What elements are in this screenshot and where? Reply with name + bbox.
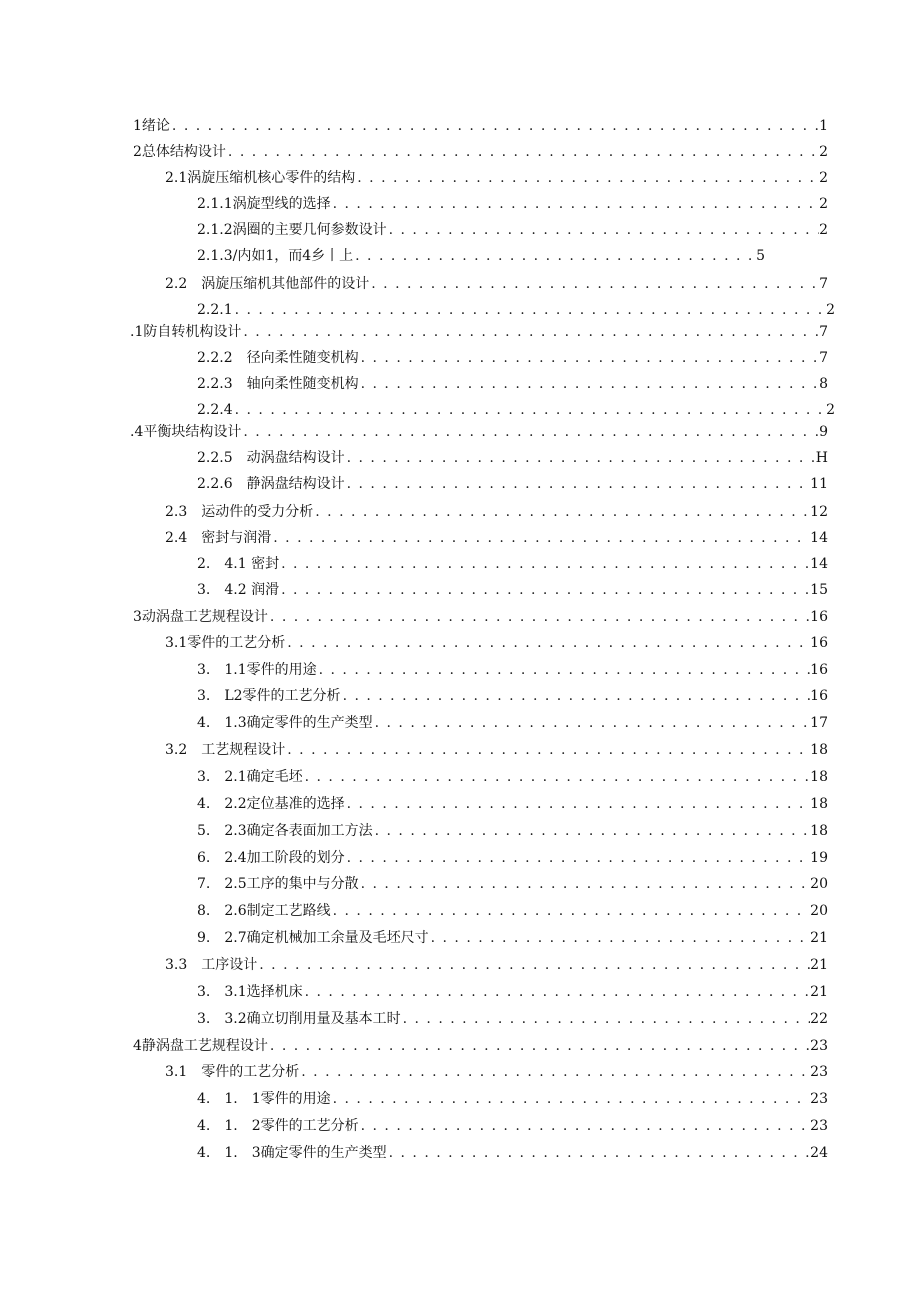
toc-entry-page: 18	[810, 823, 828, 839]
toc-entry-page: 23	[810, 1038, 828, 1054]
toc-entry-label: 2.1.2涡圈的主要几何参数设计	[197, 222, 387, 238]
toc-leader-dots	[359, 374, 819, 394]
toc-entry-label: 2.2.6 静涡盘结构设计	[197, 476, 345, 492]
toc-entry-page: 20	[810, 903, 828, 919]
toc-entry-page: 21	[810, 957, 828, 973]
toc-leader-dots	[268, 607, 810, 627]
toc-leader-dots	[359, 874, 811, 894]
toc-entry-page: 23	[810, 1118, 828, 1134]
toc-entry-page: 16	[810, 635, 828, 651]
toc-entry-label: 2.1涡旋压缩机核心零件的结构	[165, 170, 356, 186]
toc-leader-dots	[303, 767, 811, 787]
toc-entry[interactable]	[165, 633, 828, 653]
toc-entry-label: 2.2.4	[197, 402, 233, 418]
toc-entry[interactable]	[197, 660, 828, 680]
toc-leader-dots	[387, 1143, 811, 1163]
toc-leader-dots	[303, 982, 811, 1002]
toc-entry-label: 2.1.1涡旋型线的选择	[197, 196, 331, 212]
toc-entry[interactable]	[197, 686, 828, 706]
toc-entry[interactable]	[165, 528, 828, 548]
toc-entry-page: 9	[819, 424, 828, 440]
toc-entry[interactable]	[197, 794, 828, 814]
toc-entry-page: 15	[810, 582, 828, 598]
toc-entry-label: 2.2.2 径向柔性随变机构	[197, 350, 359, 366]
toc-leader-dots	[353, 246, 756, 266]
toc-entry-page: 12	[810, 504, 828, 520]
toc-entry[interactable]	[133, 1036, 828, 1056]
toc-entry-label: .1防自转机构设计	[130, 324, 242, 340]
toc-entry[interactable]	[197, 874, 828, 894]
toc-entry[interactable]	[165, 502, 828, 522]
toc-entry[interactable]	[133, 607, 828, 627]
toc-entry-page: 2	[826, 302, 835, 318]
toc-entry-label: 2总体结构设计	[133, 144, 226, 160]
toc-entry-page: 7	[819, 276, 828, 292]
toc-leader-dots	[345, 848, 811, 868]
toc-leader-dots	[359, 1116, 811, 1136]
toc-entry-label: 3. 3.1选择机床	[197, 984, 303, 1000]
toc-leader-dots	[257, 955, 810, 975]
toc-entry-page: 18	[810, 769, 828, 785]
toc-entry[interactable]	[197, 348, 828, 368]
toc-entry-page: 2	[819, 144, 828, 160]
toc-entry-label: 2.3 运动件的受力分析	[165, 504, 314, 520]
toc-entry-page: 14	[810, 556, 828, 572]
toc-entry[interactable]	[197, 474, 828, 494]
toc-entry-page: 18	[810, 796, 828, 812]
toc-entry-label: 2. 4.1 密封	[197, 556, 280, 572]
toc-entry[interactable]	[165, 955, 828, 975]
toc-leader-dots	[373, 713, 811, 733]
toc-leader-dots	[369, 274, 819, 294]
toc-entry-label: 4. 1. 2零件的工艺分析	[197, 1118, 359, 1134]
toc-entry-label: 6. 2.4加工阶段的划分	[197, 850, 345, 866]
toc-entry[interactable]	[197, 848, 828, 868]
toc-entry[interactable]	[130, 322, 828, 342]
toc-leader-dots	[429, 928, 811, 948]
toc-leader-dots	[279, 580, 810, 600]
toc-entry-page: 19	[810, 850, 828, 866]
toc-entry[interactable]	[197, 901, 828, 921]
toc-entry-label: 1绪论	[133, 118, 170, 134]
toc-leader-dots	[279, 554, 810, 574]
toc-entry-label: 3. L2零件的工艺分析	[197, 688, 341, 704]
toc-entry-page: 2	[819, 222, 828, 238]
toc-entry[interactable]	[197, 1009, 828, 1029]
toc-entry[interactable]	[133, 116, 828, 136]
toc-entry[interactable]	[197, 220, 828, 240]
toc-entry[interactable]	[197, 580, 828, 600]
toc-leader-dots	[373, 821, 811, 841]
toc-leader-dots	[299, 1062, 810, 1082]
toc-entry-label: 4. 1. 3确定零件的生产类型	[197, 1145, 387, 1161]
toc-leader-dots	[331, 1089, 811, 1109]
toc-entry-label: 3. 2.1确定毛坯	[197, 769, 303, 785]
toc-entry[interactable]	[197, 821, 828, 841]
toc-leader-dots	[313, 502, 810, 522]
toc-entry-page: 2	[819, 170, 828, 186]
toc-entry-label: 4. 1.3确定零件的生产类型	[197, 715, 373, 731]
toc-leader-dots	[345, 448, 816, 468]
toc-entry[interactable]	[197, 713, 828, 733]
toc-entry[interactable]	[197, 982, 828, 1002]
toc-entry-label: 4静涡盘工艺规程设计	[133, 1038, 268, 1054]
toc-entry-label: 2.1.3/内如1，而4乡⼁上	[197, 248, 354, 264]
toc-entry-page: 21	[810, 984, 828, 1000]
toc-entry[interactable]	[197, 928, 828, 948]
toc-entry-label: 4. 2.2定位基准的选择	[197, 796, 345, 812]
toc-entry-page: 16	[810, 609, 828, 625]
toc-entry-label: 3. 1.1零件的用途	[197, 662, 317, 678]
toc-entry[interactable]	[197, 194, 828, 214]
toc-entry[interactable]	[197, 1143, 828, 1163]
toc-entry-label: 2.2.3 轴向柔性随变机构	[197, 376, 359, 392]
toc-entry[interactable]	[197, 1116, 828, 1136]
toc-entry-label: 2.4 密封与润滑	[165, 530, 272, 546]
toc-leader-dots	[285, 740, 810, 760]
toc-entry-label: 3. 4.2 润滑	[197, 582, 280, 598]
toc-entry-label: 7. 2.5工序的集中与分散	[197, 876, 359, 892]
toc-entry-page: 1	[819, 118, 828, 134]
toc-leader-dots	[345, 794, 811, 814]
toc-entry-label: 2.2 涡旋压缩机其他部件的设计	[165, 276, 370, 292]
toc-entry[interactable]	[165, 274, 828, 294]
toc-entry-page: 23	[810, 1064, 828, 1080]
toc-leader-dots	[331, 901, 811, 921]
toc-entry[interactable]	[197, 767, 828, 787]
toc-entry-label: 4. 1. 1零件的用途	[197, 1091, 331, 1107]
toc-entry-page: 7	[819, 350, 828, 366]
toc-leader-dots	[387, 220, 819, 240]
toc-entry[interactable]	[197, 246, 765, 266]
toc-leader-dots	[331, 194, 819, 214]
toc-entry[interactable]	[197, 1089, 828, 1109]
toc-entry-page: 16	[810, 662, 828, 678]
toc-entry-label: .4平衡块结构设计	[130, 424, 242, 440]
toc-leader-dots	[268, 1036, 810, 1056]
toc-entry-page: 11	[810, 476, 828, 492]
toc-entry-page: 18	[810, 742, 828, 758]
toc-entry[interactable]	[197, 400, 835, 420]
toc-entry[interactable]	[197, 374, 828, 394]
toc-leader-dots	[345, 474, 811, 494]
toc-entry-page: 20	[810, 876, 828, 892]
toc-entry-label: 9. 2.7确定机械加工余量及毛坯尺寸	[197, 930, 429, 946]
toc-leader-dots	[355, 168, 819, 188]
toc-entry[interactable]	[197, 448, 828, 468]
toc-leader-dots	[241, 422, 819, 442]
toc-entry-page: 2	[819, 196, 828, 212]
toc-leader-dots	[401, 1009, 811, 1029]
toc-entry-label: 3.1零件的工艺分析	[165, 635, 286, 651]
toc-entry[interactable]	[197, 554, 828, 574]
toc-entry[interactable]	[197, 300, 835, 320]
toc-entry-label: 2.2.5 动涡盘结构设计	[197, 450, 345, 466]
toc-entry[interactable]	[165, 1062, 828, 1082]
toc-entry-page: 5	[756, 248, 765, 264]
toc-entry[interactable]	[130, 422, 828, 442]
toc-entry-label: 8. 2.6制定工艺路线	[197, 903, 331, 919]
toc-entry-page: 17	[810, 715, 828, 731]
toc-leader-dots	[271, 528, 810, 548]
toc-entry-page: 22	[810, 1011, 828, 1027]
toc-entry[interactable]	[133, 142, 828, 162]
toc-leader-dots	[359, 348, 819, 368]
toc-entry-page: 7	[819, 324, 828, 340]
toc-entry-page: 14	[810, 530, 828, 546]
toc-leader-dots	[317, 660, 811, 680]
toc-entry-label: 3动涡盘工艺规程设计	[133, 609, 268, 625]
toc-leader-dots	[233, 400, 826, 420]
toc-entry-page: 8	[819, 376, 828, 392]
toc-leader-dots	[285, 633, 810, 653]
toc-entry-label: 3. 3.2确立切削用量及基本工时	[197, 1011, 401, 1027]
toc-entry-page: 24	[810, 1145, 828, 1161]
toc-entry-label: 3.3 工序设计	[165, 957, 258, 973]
toc-leader-dots	[241, 322, 819, 342]
toc-entry[interactable]	[165, 740, 828, 760]
toc-entry-label: 2.2.1	[197, 302, 233, 318]
toc-entry-label: 3.1 零件的工艺分析	[165, 1064, 300, 1080]
toc-leader-dots	[170, 116, 819, 136]
toc-entry[interactable]	[165, 168, 828, 188]
toc-entry-page: 21	[810, 930, 828, 946]
toc-entry-page: H	[815, 450, 828, 466]
toc-entry-page: 2	[826, 402, 835, 418]
toc-entry-page: 16	[810, 688, 828, 704]
toc-entry-label: 3.2 工艺规程设计	[165, 742, 286, 758]
toc-entry-page: 23	[810, 1091, 828, 1107]
toc-leader-dots	[233, 300, 826, 320]
toc-leader-dots	[341, 686, 811, 706]
toc-leader-dots	[226, 142, 819, 162]
toc-entry-label: 5. 2.3确定各表面加工方法	[197, 823, 373, 839]
